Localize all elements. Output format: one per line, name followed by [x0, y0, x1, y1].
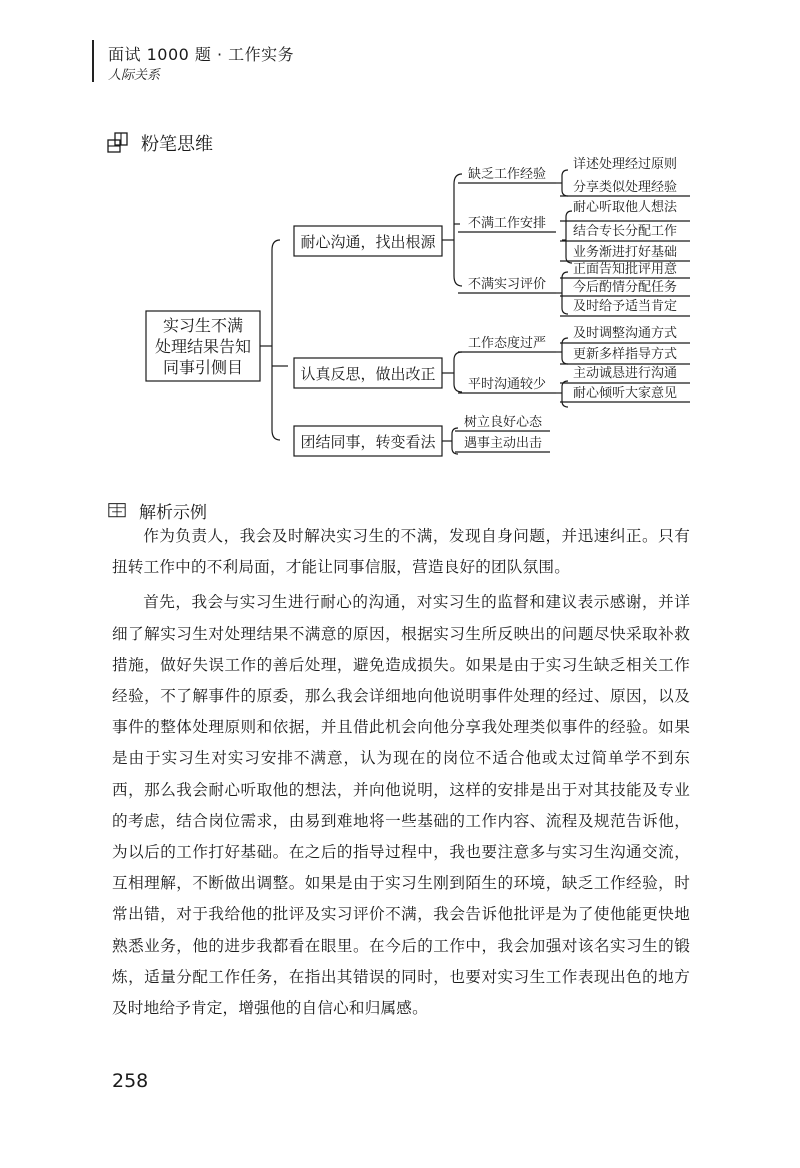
leaf-1-2-1: 耐心听取他人想法 [572, 200, 678, 215]
analysis-paragraph-1: 作为负责人，我会及时解决实习生的不满，发现自身问题，并迅速纠正。只有扭转工作中的不利局面，才能让同事信服，营造良好的团队氛围。 [112, 527, 690, 577]
analysis-paragraph-2: 首先，我会与实习生进行耐心的沟通，对实习生的监督和建议表示感谢，并详细了解实习生对处理结果不满意的原因，根据实习生所反映出的问题尽快采取补救措施，做好失误工作的善后处理，避免造成损失。如果是由于实习生缺乏相关工作经验，不了解事件的原委，那么我会详细地向他说明事件处理的经过、原因，以及事件的整体处理原则和依据，并且借此机会向他分享我处理类似事件的经验。如果是由于实习生对实习安排不满意，认为现在的岗位不适合他或太过简单学不到东西，那么我会耐心听取他的想法，并向他说明，这样的安排是出于对其技能及专业的考虑，结合岗位需求，由易到难地将一些基础的工作内容、流程及规范告诉他，为以后的工作打好基础。在之后的指导过程中，我也要注意多与实习生沟通交流，互相理解，不断做出调整。如果是由于实习生刚到陌生的环境，缺乏工作经验，时常出错，对于我给他的批评及实习评价不满，我会告诉他批评是为了使他能更快地熟悉业务，他的进步我都看在眼里。在今后的工作中，我会加强对该名实习生的锻炼，适量分配工作任务，在指出其错误的同时，也要对实习生工作表现出色的地方及时地给予肯定，增强他的自信心和归属感。 [112, 593, 690, 1018]
analysis-body [112, 521, 690, 1024]
branch-reflect: 认真反思，做出改正 [300, 365, 436, 383]
leaf-1-1-2: 分享类似处理经验 [572, 180, 678, 195]
leaf-1-2-3: 业务渐进打好基础 [572, 245, 678, 260]
branch-communicate: 耐心沟通，找出根源 [300, 233, 436, 251]
book-title: 面试 1000 题 · 工作实务 [108, 45, 295, 64]
branch-unite: 团结同事，转变看法 [300, 433, 436, 451]
chapter-title: 人际关系 [108, 68, 161, 83]
sub-dissatisfied-evaluation: 不满实习评价 [467, 277, 547, 292]
sub-dissatisfied-arrangement: 不满工作安排 [467, 216, 547, 231]
section-heading-mindmap [107, 130, 213, 156]
section-heading-analysis [107, 498, 207, 523]
leaf-1-3-3: 及时给予适当肯定 [572, 299, 678, 314]
leaf-2-1-1: 及时调整沟通方式 [572, 326, 678, 341]
mindmap-root-line-1: 实习生不满 [162, 316, 244, 335]
mindmap-root-line-2: 处理结果告知 [154, 337, 252, 356]
section-title-mindmap: 粉笔思维 [141, 134, 213, 155]
leaf-2-2-2: 耐心倾听大家意见 [572, 386, 678, 401]
leaf-2-1-2: 更新多样指导方式 [572, 347, 678, 362]
sub-lack-experience: 缺乏工作经验 [467, 167, 547, 182]
leaf-1-2-2: 结合专长分配工作 [572, 224, 678, 239]
mind-map [0, 0, 800, 480]
page-number: 258 [112, 1070, 149, 1092]
leaf-1-1-1: 详述处理经过原则 [572, 157, 678, 172]
leaf-3-1: 树立良好心态 [463, 415, 543, 430]
sub-too-strict: 工作态度过严 [467, 336, 547, 351]
grid-icon [107, 132, 129, 154]
root-bracket [272, 240, 280, 440]
leaf-1-3-1: 正面告知批评用意 [572, 262, 678, 277]
sub-little-communication: 平时沟通较少 [467, 377, 547, 392]
section-title-analysis: 解析示例 [139, 503, 207, 523]
leaf-1-3-2: 今后酌情分配任务 [572, 280, 678, 295]
analysis-icon [107, 502, 127, 520]
leaf-2-2-1: 主动诚恳进行沟通 [572, 366, 678, 381]
leaf-3-2: 遇事主动出击 [463, 436, 543, 451]
mindmap-root-line-3: 同事引侧目 [162, 358, 244, 377]
